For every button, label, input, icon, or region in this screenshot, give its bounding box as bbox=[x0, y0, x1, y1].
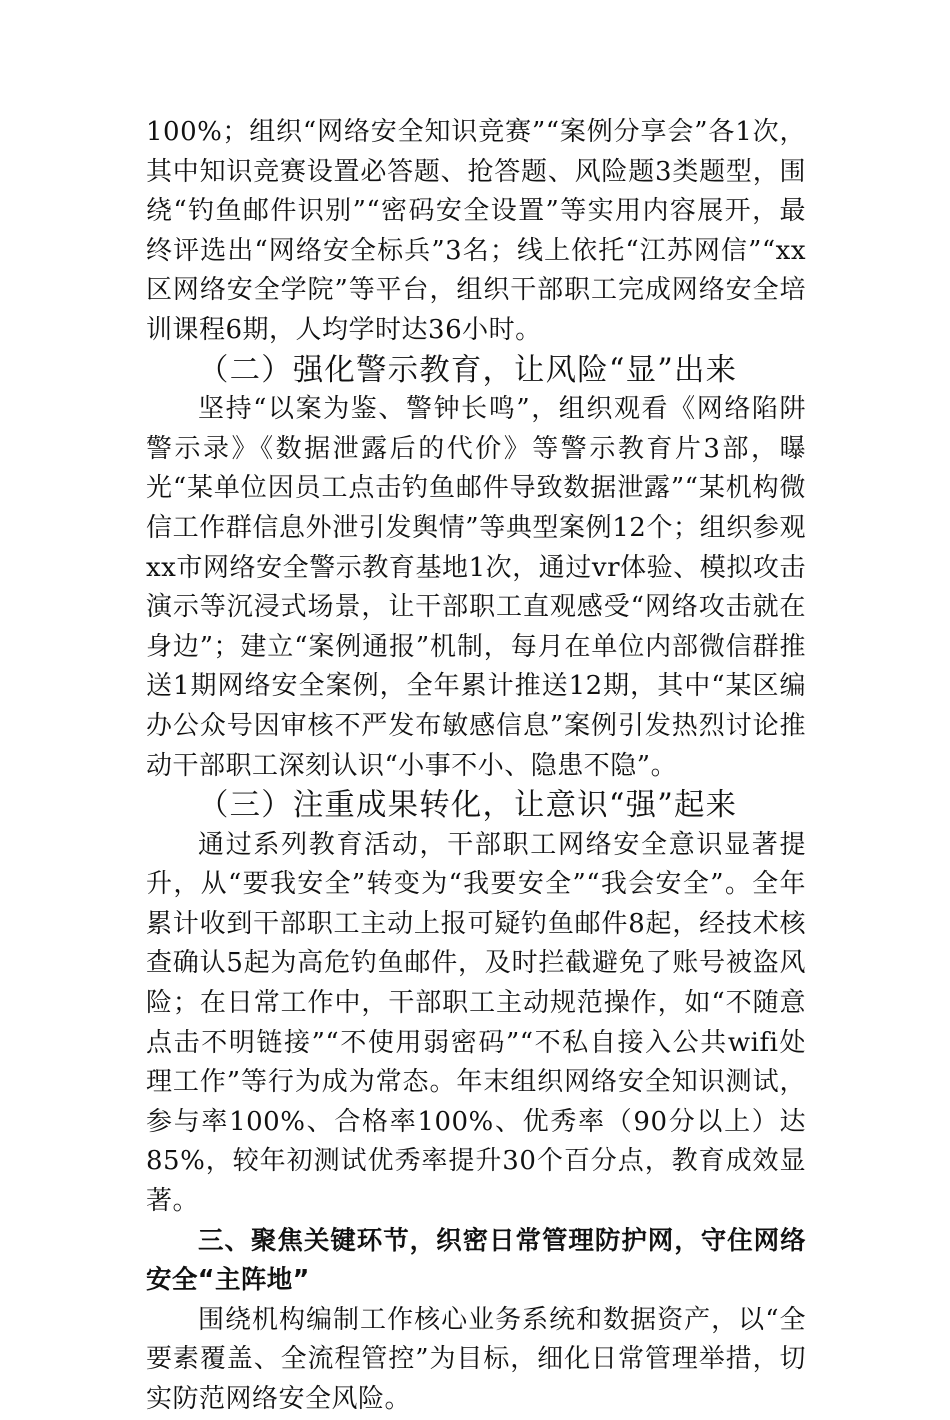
body-paragraph-continued: 100%；组织“网络安全知识竞赛”“案例分享会”各1次，其中知识竞赛设置必答题、抢答题、风险题3类题型，围绕“钓鱼邮件识别”“密码安全设置”等实用内容展开，最终评选出“网络安全标兵”3名；线上依托“江苏网信”“xx区网络安全学院”等平台，组织干部职工完成网络安全培训课程6期，人均学时达36小时。 bbox=[146, 117, 806, 345]
body-paragraph-warning-education: 坚持“以案为鉴、警钟长鸣”，组织观看《网络陷阱警示录》《数据泄露后的代价》等警示教育片3部，曝光“某单位因员工点击钓鱼邮件导致数据泄露”“某机构微信工作群信息外泄引发舆情”等典型案例12个；组织参观xx市网络安全警示教育基地1次，通过vr体验、模拟攻击演示等沉浸式场景，让干部职工直观感受“网络攻击就在身边”；建立“案例通报”机制，每月在单位内部微信群推送1期网络安全案例，全年累计推送12期，其中“某区编办公众号因审核不严发布敏感信息”案例引发热烈讨论推动干部职工深刻认识“小事不小、隐患不隐”。 bbox=[146, 394, 806, 781]
section-subheading-3: （三）注重成果转化，让意识“强”起来 bbox=[198, 788, 738, 824]
section-heading-3: 三、聚焦关键环节，织密日常管理防护网，守住网络安全“主阵地” bbox=[146, 1225, 806, 1296]
body-paragraph-management: 围绕机构编制工作核心业务系统和数据资产，以“全要素覆盖、全流程管控”为目标，细化日常管理举措，切实防范网络安全风险。 bbox=[146, 1304, 806, 1414]
body-paragraph-results: 通过系列教育活动，干部职工网络安全意识显著提升，从“要我安全”转变为“我要安全”“我会安全”。全年累计收到干部职工主动上报可疑钓鱼邮件8起，经技术核查确认5起为高危钓鱼邮件，及时拦截避免了账号被盗风险；在日常工作中，干部职工主动规范操作，如“不随意点击不明链接”“不使用弱密码”“不私自接入公共wifi处理工作”等行为成为常态。年末组织网络安全知识测试，参与率100%、合格率100%、优秀率（90分以上）达85%，较年初测试优秀率提升30个百分点，教育成效显著。 bbox=[146, 829, 806, 1217]
document-page bbox=[146, 113, 806, 1420]
section-subheading-2: （二）强化警示教育，让风险“显”出来 bbox=[198, 352, 738, 388]
